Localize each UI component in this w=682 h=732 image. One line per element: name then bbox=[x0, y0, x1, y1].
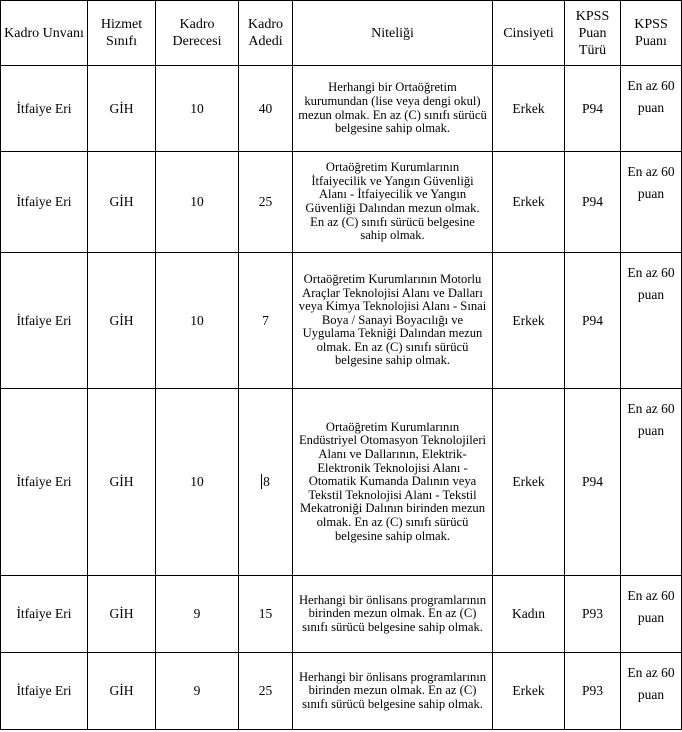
cell-kadro-derecesi: 9 bbox=[156, 653, 239, 730]
cell-cinsiyeti: Erkek bbox=[493, 389, 565, 576]
cell-kadro-derecesi: 10 bbox=[156, 389, 239, 576]
cell-niteligi: Ortaöğretim Kurumlarının Motorlu Araçlar Teknolojisi Alanı ve Dalları veya Kimya Teknolojisi Alanı - Sınai Boya / Sanayi Boyacılığı ve Uygulama Tekniği Dalından mezun olmak. En az (C) sınıfı sürücü belgesine sahip olmak. bbox=[293, 253, 493, 389]
cell-niteligi: Herhangi bir önlisans programlarının birinden mezun olmak. En az (C) sınıfı sürücü belgesine sahip olmak. bbox=[293, 653, 493, 730]
cell-kadro-derecesi: 9 bbox=[156, 576, 239, 653]
header-kpss-puani: KPSS Puanı bbox=[621, 1, 682, 66]
cell-hizmet-sinifi: GİH bbox=[88, 253, 156, 389]
cell-kadro-adedi: 40 bbox=[239, 66, 293, 152]
cell-kpss-puani: En az 60 puan bbox=[621, 152, 682, 253]
table-row bbox=[1, 653, 682, 730]
cell-kadro-adedi: 25 bbox=[239, 152, 293, 253]
cell-kadro-unvani: İtfaiye Eri bbox=[1, 253, 88, 389]
cell-hizmet-sinifi: GİH bbox=[88, 653, 156, 730]
cell-niteligi: Herhangi bir önlisans programlarının birinden mezun olmak. En az (C) sınıfı sürücü belgesine sahip olmak. bbox=[293, 576, 493, 653]
cell-kadro-unvani: İtfaiye Eri bbox=[1, 389, 88, 576]
cell-cinsiyeti: Kadın bbox=[493, 576, 565, 653]
cell-kadro-unvani: İtfaiye Eri bbox=[1, 576, 88, 653]
cell-hizmet-sinifi: GİH bbox=[88, 576, 156, 653]
cell-kpss-puani: En az 60 puan bbox=[621, 253, 682, 389]
header-cinsiyeti: Cinsiyeti bbox=[493, 1, 565, 66]
cell-niteligi: Ortaöğretim Kurumlarının İtfaiyecilik ve Yangın Güvenliği Alanı - İtfaiyecilik ve Yangın Güvenliği Dalından mezun olmak. En az (C) sınıfı sürücü belgesine sahip olmak. bbox=[293, 152, 493, 253]
cell-hizmet-sinifi: GİH bbox=[88, 389, 156, 576]
cell-kadro-adedi-value: 8 bbox=[263, 474, 270, 489]
cell-kadro-derecesi: 10 bbox=[156, 66, 239, 152]
cell-kadro-derecesi: 10 bbox=[156, 253, 239, 389]
table-row bbox=[1, 576, 682, 653]
cell-kadro-unvani: İtfaiye Eri bbox=[1, 152, 88, 253]
cell-cinsiyeti: Erkek bbox=[493, 653, 565, 730]
table-row bbox=[1, 66, 682, 152]
cell-cinsiyeti: Erkek bbox=[493, 152, 565, 253]
table-row bbox=[1, 389, 682, 576]
cell-cinsiyeti: Erkek bbox=[493, 66, 565, 152]
header-kpss-puan-turu: KPSS Puan Türü bbox=[565, 1, 621, 66]
cell-hizmet-sinifi: GİH bbox=[88, 152, 156, 253]
cell-kpss-puan-turu: P94 bbox=[565, 389, 621, 576]
table-row bbox=[1, 152, 682, 253]
cell-kpss-puani: En az 60 puan bbox=[621, 653, 682, 730]
cell-kadro-derecesi: 10 bbox=[156, 152, 239, 253]
cell-kpss-puani: En az 60 puan bbox=[621, 576, 682, 653]
header-kadro-adedi: Kadro Adedi bbox=[239, 1, 293, 66]
cell-kadro-unvani: İtfaiye Eri bbox=[1, 66, 88, 152]
cell-kadro-adedi: 15 bbox=[239, 576, 293, 653]
cell-kadro-adedi: 7 bbox=[239, 253, 293, 389]
cell-kpss-puan-turu: P94 bbox=[565, 152, 621, 253]
header-kadro-derecesi: Kadro Derecesi bbox=[156, 1, 239, 66]
header-row bbox=[1, 1, 682, 66]
cell-kpss-puan-turu: P94 bbox=[565, 66, 621, 152]
cell-niteligi: Ortaöğretim Kurumlarının Endüstriyel Otomasyon Teknolojileri Alanı ve Dallarının, Elektrik-Elektronik Teknolojisi Alanı - Otomatik Kumanda Dalının veya Tekstil Teknolojisi Alanı - Tekstil Mekatroniği Dalının birinden mezun olmak. En az (C) sınıfı sürücü belgesine sahip olmak. bbox=[293, 389, 493, 576]
cell-hizmet-sinifi: GİH bbox=[88, 66, 156, 152]
cell-kpss-puan-turu: P94 bbox=[565, 253, 621, 389]
header-hizmet-sinifi: Hizmet Sınıfı bbox=[88, 1, 156, 66]
header-niteligi: Niteliği bbox=[293, 1, 493, 66]
cell-cinsiyeti: Erkek bbox=[493, 253, 565, 389]
cell-kadro-unvani: İtfaiye Eri bbox=[1, 653, 88, 730]
cell-kadro-adedi bbox=[239, 389, 293, 576]
table-row bbox=[1, 253, 682, 389]
header-kadro-unvani: Kadro Unvanı bbox=[1, 1, 88, 66]
cell-kpss-puani: En az 60 puan bbox=[621, 389, 682, 576]
cell-kpss-puani: En az 60 puan bbox=[621, 66, 682, 152]
cell-niteligi: Herhangi bir Ortaöğretim kurumundan (lise veya dengi okul) mezun olmak. En az (C) sınıfı sürücü belgesine sahip olmak. bbox=[293, 66, 493, 152]
cell-kpss-puan-turu: P93 bbox=[565, 576, 621, 653]
cell-kpss-puan-turu: P93 bbox=[565, 653, 621, 730]
cell-kadro-adedi: 25 bbox=[239, 653, 293, 730]
